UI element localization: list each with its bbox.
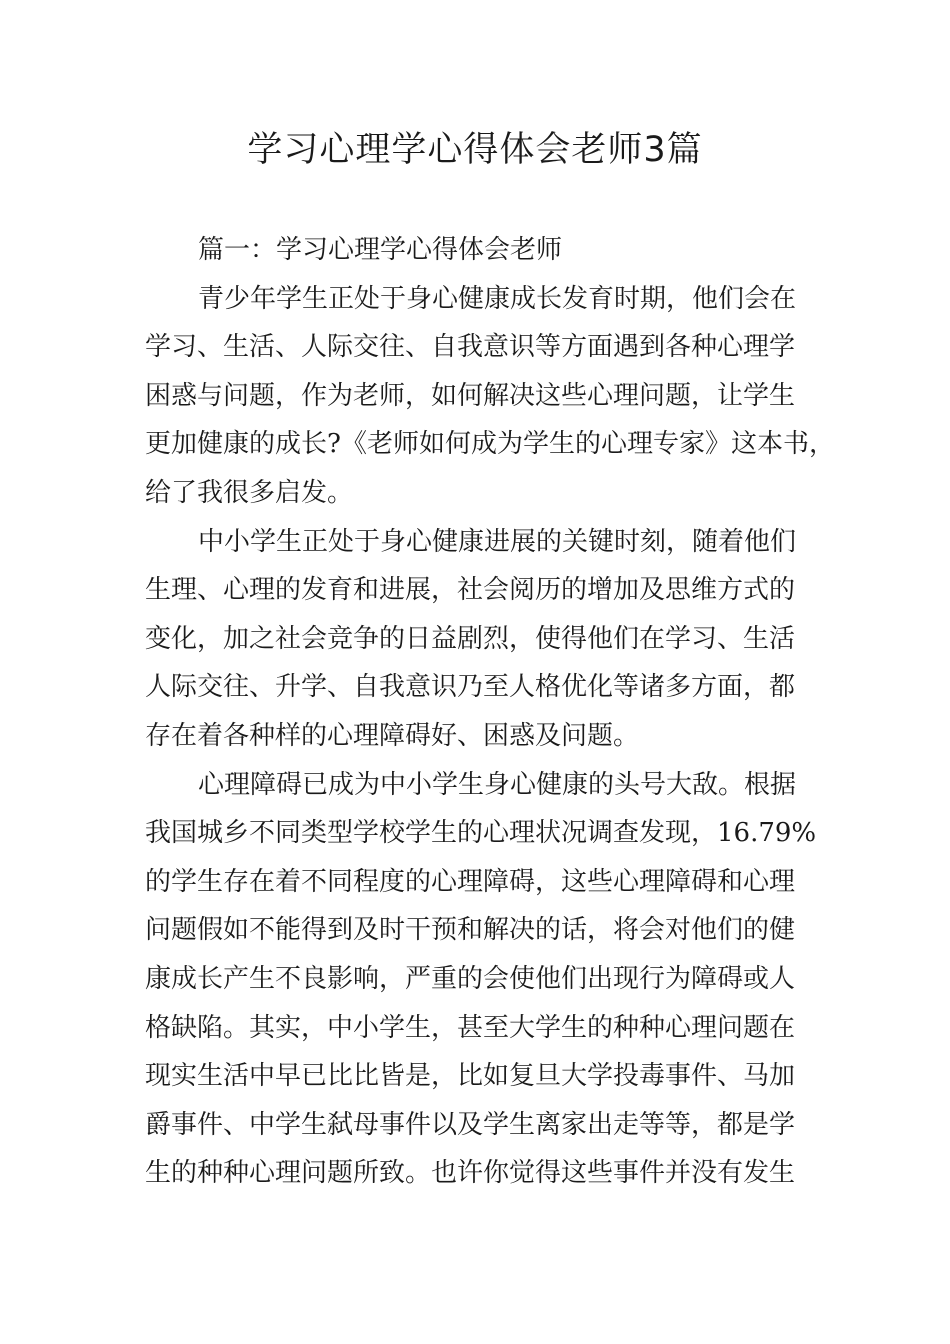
document-title: 学习心理学心得体会老师3篇 <box>247 130 703 170</box>
paragraph-3 <box>145 761 817 1198</box>
text-line: 爵事件、中学生弑母事件以及学生离家出走等等，都是学 <box>145 1109 796 1140</box>
text-line: 生理、心理的发育和进展，社会阅历的增加及思维方式的 <box>145 575 796 606</box>
text-line: 更加健康的成长?《老师如何成为学生的心理专家》这本书， <box>145 429 835 460</box>
paragraph-1 <box>145 275 835 518</box>
text-line: 心理障碍已成为中小学生身心健康的头号大敌。根据 <box>198 769 797 800</box>
text-line: 现实生活中早已比比皆是，比如复旦大学投毒事件、马加 <box>145 1061 796 1092</box>
text-line: 我国城乡不同类型学校学生的心理状况调查发现，16.79% <box>145 818 817 849</box>
text-line: 青少年学生正处于身心健康成长发育时期，他们会在 <box>198 283 797 314</box>
text-line: 困惑与问题，作为老师，如何解决这些心理问题，让学生 <box>145 380 796 411</box>
text-line: 变化，加之社会竞争的日益剧烈，使得他们在学习、生活 <box>145 623 796 654</box>
text-line: 人际交往、升学、自我意识乃至人格优化等诸多方面，都 <box>145 672 796 703</box>
document-body <box>145 226 835 1198</box>
text-line: 生的种种心理问题所致。也许你觉得这些事件并没有发生 <box>145 1158 796 1189</box>
text-line: 中小学生正处于身心健康进展的关键时刻，随着他们 <box>198 526 797 557</box>
text-line: 问题假如不能得到及时干预和解决的话，将会对他们的健 <box>145 915 796 946</box>
paragraph-2 <box>145 518 810 761</box>
text-line: 的学生存在着不同程度的心理障碍，这些心理障碍和心理 <box>145 866 796 897</box>
text-line: 格缺陷。其实，中小学生，甚至大学生的种种心理问题在 <box>145 1012 796 1043</box>
text-line: 存在着各种样的心理障碍好、困惑及问题。 <box>145 720 640 751</box>
text-line: 康成长产生不良影响，严重的会使他们出现行为障碍或人 <box>145 963 796 994</box>
text-line: 给了我很多启发。 <box>145 477 354 508</box>
text-line: 学习、生活、人际交往、自我意识等方面遇到各种心理学 <box>145 332 796 363</box>
section-heading: 篇一：学习心理学心得体会老师 <box>198 235 563 265</box>
